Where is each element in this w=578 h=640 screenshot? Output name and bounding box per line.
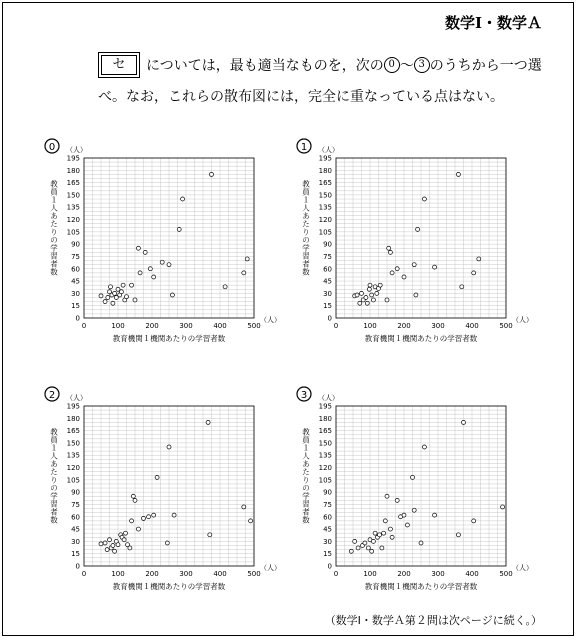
- y-tick-label: 150: [318, 191, 332, 200]
- range-end-number: 3: [414, 57, 430, 73]
- y-tick-label: 135: [66, 203, 80, 212]
- page-footer: （数学Ⅰ・数学Ａ第２問は次ページに続く。）: [324, 614, 542, 627]
- data-point: [405, 523, 409, 527]
- data-point: [460, 285, 464, 289]
- data-point: [380, 546, 384, 550]
- data-point: [206, 420, 210, 424]
- data-point: [416, 227, 420, 231]
- data-point: [456, 533, 460, 537]
- data-point: [208, 533, 212, 537]
- data-point: [371, 298, 375, 302]
- data-point: [103, 541, 107, 545]
- x-tick-label: 300: [431, 322, 445, 330]
- data-point: [242, 271, 246, 275]
- data-point: [364, 295, 368, 299]
- y-tick-label: 15: [323, 302, 332, 311]
- data-point: [370, 293, 374, 297]
- y-axis-label: 教員１人あたりの学習者数: [49, 180, 59, 276]
- y-tick-label: 195: [318, 154, 332, 163]
- data-point: [370, 549, 374, 553]
- data-point: [119, 290, 123, 294]
- answer-box-label: セ: [101, 55, 137, 75]
- data-point: [113, 549, 117, 553]
- data-point: [382, 531, 386, 535]
- x-tick-label: 300: [179, 322, 193, 330]
- data-point: [210, 172, 214, 176]
- data-point: [249, 519, 253, 523]
- y-tick-label: 90: [323, 240, 332, 249]
- data-point: [388, 527, 392, 531]
- panel-label: [297, 387, 311, 401]
- data-point: [130, 283, 134, 287]
- x-tick-label: 400: [213, 322, 227, 330]
- data-point: [472, 519, 476, 523]
- x-tick-label: 200: [145, 570, 159, 578]
- data-point: [103, 300, 107, 304]
- data-point: [371, 539, 375, 543]
- y-tick-label: 195: [318, 402, 332, 411]
- y-tick-label: 90: [71, 240, 80, 249]
- data-point: [388, 250, 392, 254]
- y-tick-label: 75: [323, 252, 332, 261]
- data-point: [133, 298, 137, 302]
- x-tick-label: 500: [247, 570, 261, 578]
- y-tick-label: 90: [71, 488, 80, 497]
- data-point: [433, 513, 437, 517]
- y-tick-label: 150: [66, 191, 80, 200]
- data-point: [378, 283, 382, 287]
- data-point: [373, 531, 377, 535]
- x-tick-label: 500: [499, 322, 513, 330]
- scatter-plot-1: [292, 132, 562, 372]
- data-point: [414, 293, 418, 297]
- data-point: [167, 263, 171, 267]
- x-axis-label: 教育機関１機関あたりの学習者数: [112, 334, 226, 343]
- y-tick-label: 120: [318, 464, 332, 473]
- y-tick-label: 60: [71, 513, 80, 522]
- data-point: [378, 533, 382, 537]
- x-tick-label: 200: [397, 322, 411, 330]
- x-tick-label: 100: [363, 322, 377, 330]
- y-tick-label: 180: [66, 166, 80, 175]
- scatter-svg-1: [292, 132, 562, 372]
- y-tick-label: 135: [318, 203, 332, 212]
- data-point: [108, 538, 112, 542]
- data-point: [111, 301, 115, 305]
- y-tick-label: 45: [323, 277, 332, 286]
- data-point: [109, 285, 113, 289]
- scatter-svg-2: [40, 380, 310, 620]
- data-point: [143, 250, 147, 254]
- x-tick-label: 100: [111, 570, 125, 578]
- data-point: [130, 519, 134, 523]
- data-point: [242, 505, 246, 509]
- x-tick-label: 0: [81, 322, 87, 330]
- scatter-plot-2: [40, 380, 310, 620]
- y-unit: （人）: [66, 394, 87, 402]
- data-point: [360, 291, 364, 295]
- y-tick-label: 30: [71, 537, 80, 546]
- answer-box[interactable]: [98, 52, 140, 78]
- y-tick-label: 60: [323, 513, 332, 522]
- y-tick-label: 75: [323, 500, 332, 509]
- data-point: [105, 548, 109, 552]
- x-tick-label: 500: [247, 322, 261, 330]
- y-unit: （人）: [66, 146, 87, 154]
- y-tick-label: 195: [66, 402, 80, 411]
- y-tick-label: 150: [66, 439, 80, 448]
- data-point: [136, 246, 140, 250]
- data-point: [395, 267, 399, 271]
- y-tick-label: 30: [323, 289, 332, 298]
- y-tick-label: 150: [318, 439, 332, 448]
- data-point: [125, 295, 129, 299]
- x-tick-label: 300: [431, 570, 445, 578]
- y-axis-label: 教員１人あたりの学習者数: [301, 180, 311, 276]
- y-tick-label: 0: [327, 562, 332, 571]
- y-tick-label: 60: [323, 265, 332, 274]
- data-point: [477, 257, 481, 261]
- scatter-plot-3: [292, 380, 562, 620]
- data-point: [172, 513, 176, 517]
- y-tick-label: 30: [71, 289, 80, 298]
- data-point: [390, 271, 394, 275]
- data-point: [462, 420, 466, 424]
- y-tick-label: 45: [323, 525, 332, 534]
- x-tick-label: 400: [465, 322, 479, 330]
- data-point: [501, 505, 505, 509]
- data-point: [223, 285, 227, 289]
- data-point: [245, 257, 249, 261]
- y-tick-label: 0: [75, 314, 80, 323]
- y-tick-label: 15: [71, 550, 80, 559]
- data-point: [419, 541, 423, 545]
- data-point: [116, 543, 120, 547]
- data-point: [363, 541, 367, 545]
- y-tick-label: 135: [318, 451, 332, 460]
- x-unit: （人）: [512, 564, 533, 572]
- data-point: [353, 539, 357, 543]
- data-point: [152, 513, 156, 517]
- y-tick-label: 165: [66, 427, 80, 436]
- x-tick-label: 400: [213, 570, 227, 578]
- data-point: [366, 546, 370, 550]
- data-point: [412, 508, 416, 512]
- data-point: [131, 494, 135, 498]
- data-point: [375, 291, 379, 295]
- y-tick-label: 120: [66, 216, 80, 225]
- data-point: [99, 294, 103, 298]
- data-point: [138, 271, 142, 275]
- y-unit: （人）: [318, 146, 339, 154]
- x-tick-label: 100: [363, 570, 377, 578]
- x-axis-label: 教育機関１機関あたりの学習者数: [364, 582, 478, 591]
- data-point: [147, 515, 151, 519]
- y-tick-label: 180: [318, 166, 332, 175]
- data-point: [142, 516, 146, 520]
- x-unit: （人）: [512, 316, 533, 324]
- data-point: [99, 542, 103, 546]
- data-point: [133, 498, 137, 502]
- data-point: [385, 298, 389, 302]
- range-start-number: 0: [384, 57, 400, 73]
- data-point: [121, 283, 125, 287]
- y-tick-label: 75: [71, 252, 80, 261]
- data-point: [123, 531, 127, 535]
- y-tick-label: 120: [318, 216, 332, 225]
- data-point: [152, 275, 156, 279]
- data-point: [383, 519, 387, 523]
- data-point: [177, 227, 181, 231]
- y-tick-label: 135: [66, 451, 80, 460]
- y-tick-label: 15: [323, 550, 332, 559]
- data-point: [106, 295, 110, 299]
- data-point: [387, 246, 391, 250]
- data-point: [365, 301, 369, 305]
- data-point: [402, 513, 406, 517]
- data-point: [148, 267, 152, 271]
- x-tick-label: 0: [333, 322, 339, 330]
- x-unit: （人）: [260, 564, 281, 572]
- panel-label-number: 2: [48, 390, 56, 401]
- data-point: [181, 197, 185, 201]
- data-point: [402, 275, 406, 279]
- x-tick-label: 0: [333, 570, 339, 578]
- data-point: [422, 445, 426, 449]
- y-tick-label: 120: [66, 464, 80, 473]
- x-axis-label: 教育機関１機関あたりの学習者数: [112, 582, 226, 591]
- data-point: [368, 283, 372, 287]
- panel-label: [45, 139, 59, 153]
- data-point: [412, 263, 416, 267]
- intro-text-1: については，最も適当なものを，次の: [146, 58, 384, 74]
- x-tick-label: 100: [111, 322, 125, 330]
- y-tick-label: 30: [323, 537, 332, 546]
- x-axis-label: 教育機関１機関あたりの学習者数: [364, 334, 478, 343]
- y-axis-label: 教員１人あたりの学習者数: [49, 428, 59, 524]
- data-point: [349, 549, 353, 553]
- y-unit: （人）: [318, 394, 339, 402]
- y-tick-label: 105: [66, 476, 80, 485]
- scatter-plot-0: [40, 132, 310, 372]
- panel-label: [45, 387, 59, 401]
- data-point: [155, 475, 159, 479]
- data-point: [355, 293, 359, 297]
- data-point: [167, 445, 171, 449]
- y-tick-label: 105: [318, 476, 332, 485]
- y-tick-label: 105: [66, 228, 80, 237]
- y-tick-label: 165: [66, 179, 80, 188]
- y-tick-label: 195: [66, 154, 80, 163]
- x-tick-label: 200: [397, 570, 411, 578]
- data-point: [111, 543, 115, 547]
- panel-label-number: 0: [48, 142, 56, 153]
- y-tick-label: 45: [71, 525, 80, 534]
- data-point: [128, 546, 132, 550]
- data-point: [411, 475, 415, 479]
- y-tick-label: 165: [318, 179, 332, 188]
- y-tick-label: 15: [71, 302, 80, 311]
- page-header: 数学Ⅰ・数学Ａ: [444, 14, 542, 32]
- data-point: [367, 287, 371, 291]
- intro-line-1: [98, 52, 542, 78]
- data-point: [433, 265, 437, 269]
- y-axis-label: 教員１人あたりの学習者数: [301, 428, 311, 524]
- panel-label-number: 1: [300, 142, 308, 153]
- x-tick-label: 200: [145, 322, 159, 330]
- data-point: [170, 293, 174, 297]
- panel-label-number: 3: [300, 390, 308, 401]
- data-point: [136, 527, 140, 531]
- data-point: [165, 541, 169, 545]
- data-point: [422, 197, 426, 201]
- y-tick-label: 180: [318, 414, 332, 423]
- data-point: [358, 301, 362, 305]
- tilde: 〜: [399, 58, 414, 74]
- scatter-svg-0: [40, 132, 310, 372]
- y-tick-label: 45: [71, 277, 80, 286]
- x-tick-label: 0: [81, 570, 87, 578]
- y-tick-label: 0: [75, 562, 80, 571]
- x-tick-label: 300: [179, 570, 193, 578]
- data-point: [122, 538, 126, 542]
- data-point: [160, 260, 164, 264]
- x-tick-label: 500: [499, 570, 513, 578]
- y-tick-label: 180: [66, 414, 80, 423]
- intro-text-1-end: のうちから一つ選: [429, 58, 542, 74]
- y-tick-label: 0: [327, 314, 332, 323]
- x-tick-label: 400: [465, 570, 479, 578]
- y-tick-label: 90: [323, 488, 332, 497]
- x-unit: （人）: [260, 316, 281, 324]
- data-point: [395, 498, 399, 502]
- y-tick-label: 60: [71, 265, 80, 274]
- data-point: [456, 172, 460, 176]
- y-tick-label: 105: [318, 228, 332, 237]
- panel-label: [297, 139, 311, 153]
- data-point: [113, 291, 117, 295]
- scatter-svg-3: [292, 380, 562, 620]
- intro-line-2: べ。なお，これらの散布図には，完全に重なっている点はない。: [98, 89, 504, 105]
- data-point: [472, 271, 476, 275]
- data-point: [356, 546, 360, 550]
- data-point: [390, 535, 394, 539]
- data-point: [385, 494, 389, 498]
- y-tick-label: 165: [318, 427, 332, 436]
- y-tick-label: 75: [71, 500, 80, 509]
